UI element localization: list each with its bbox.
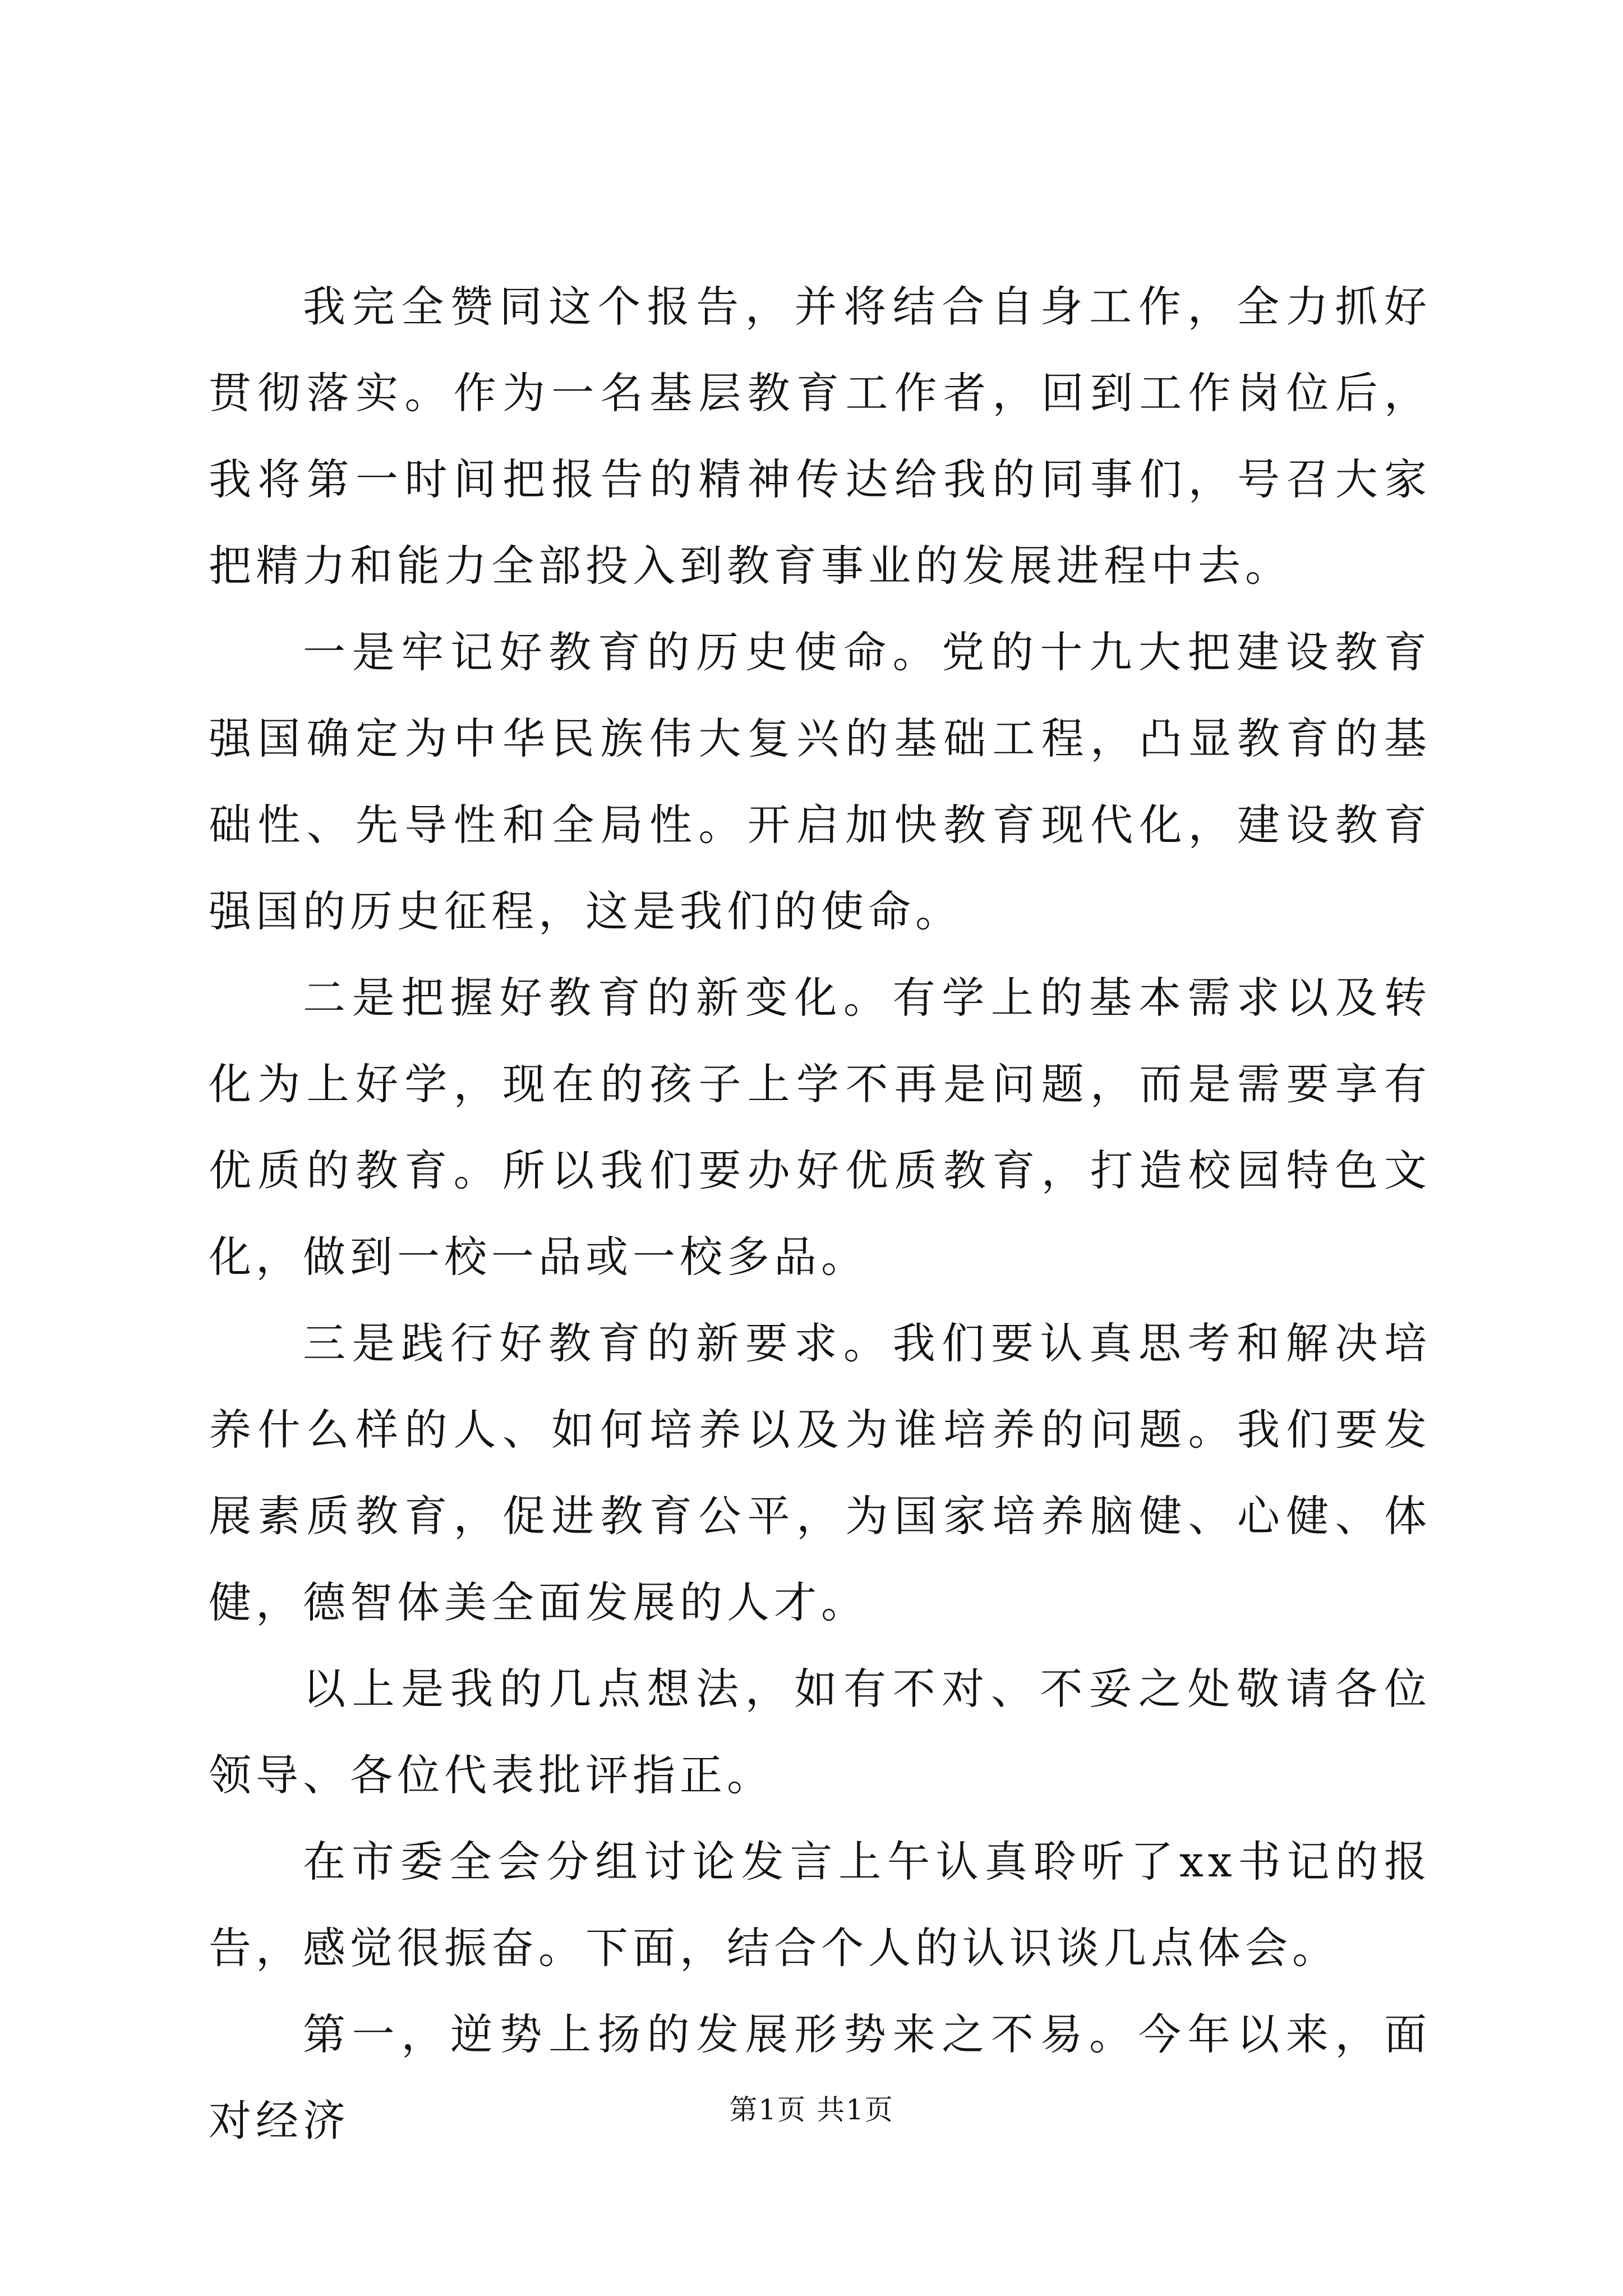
- page-footer: [0, 2090, 1623, 2129]
- paragraph-3: 二是把握好教育的新变化。有学上的基本需求以及转化为上好学，现在的孩子上学不再是问题，而是需要享有优质的教育。所以我们要办好优质教育，打造校园特色文化，做到一校一品或一校多品。: [209, 973, 1431, 1282]
- paragraph-5: 以上是我的几点想法，如有不对、不妥之处敬请各位领导、各位代表批评指正。: [209, 1664, 1431, 1800]
- document-body: [209, 264, 1431, 2164]
- paragraph-1: 我完全赞同这个报告，并将结合自身工作，全力抓好贯彻落实。作为一名基层教育工作者，回到工作岗位后，我将第一时间把报告的精神传达给我的同事们，号召大家把精力和能力全部投入到教育事业的发展进程中去。: [209, 282, 1431, 591]
- paragraph-2: 一是牢记好教育的历史使命。党的十九大把建设教育强国确定为中华民族伟大复兴的基础工程，凸显教育的基础性、先导性和全局性。开启加快教育现代化，建设教育强国的历史征程，这是我们的使命。: [209, 627, 1431, 936]
- paragraph-6: 在市委全会分组讨论发言上午认真聆听了xx书记的报告，感觉很振奋。下面，结合个人的认识谈几点体会。: [209, 1837, 1431, 1973]
- page-number: 第1页 共1页: [729, 2093, 894, 2126]
- paragraph-7: 第一，逆势上扬的发展形势来之不易。今年以来，面对经济: [209, 2009, 1431, 2146]
- paragraph-4: 三是践行好教育的新要求。我们要认真思考和解决培养什么样的人、如何培养以及为谁培养的问题。我们要发展素质教育，促进教育公平，为国家培养脑健、心健、体健，德智体美全面发展的人才。: [209, 1318, 1431, 1627]
